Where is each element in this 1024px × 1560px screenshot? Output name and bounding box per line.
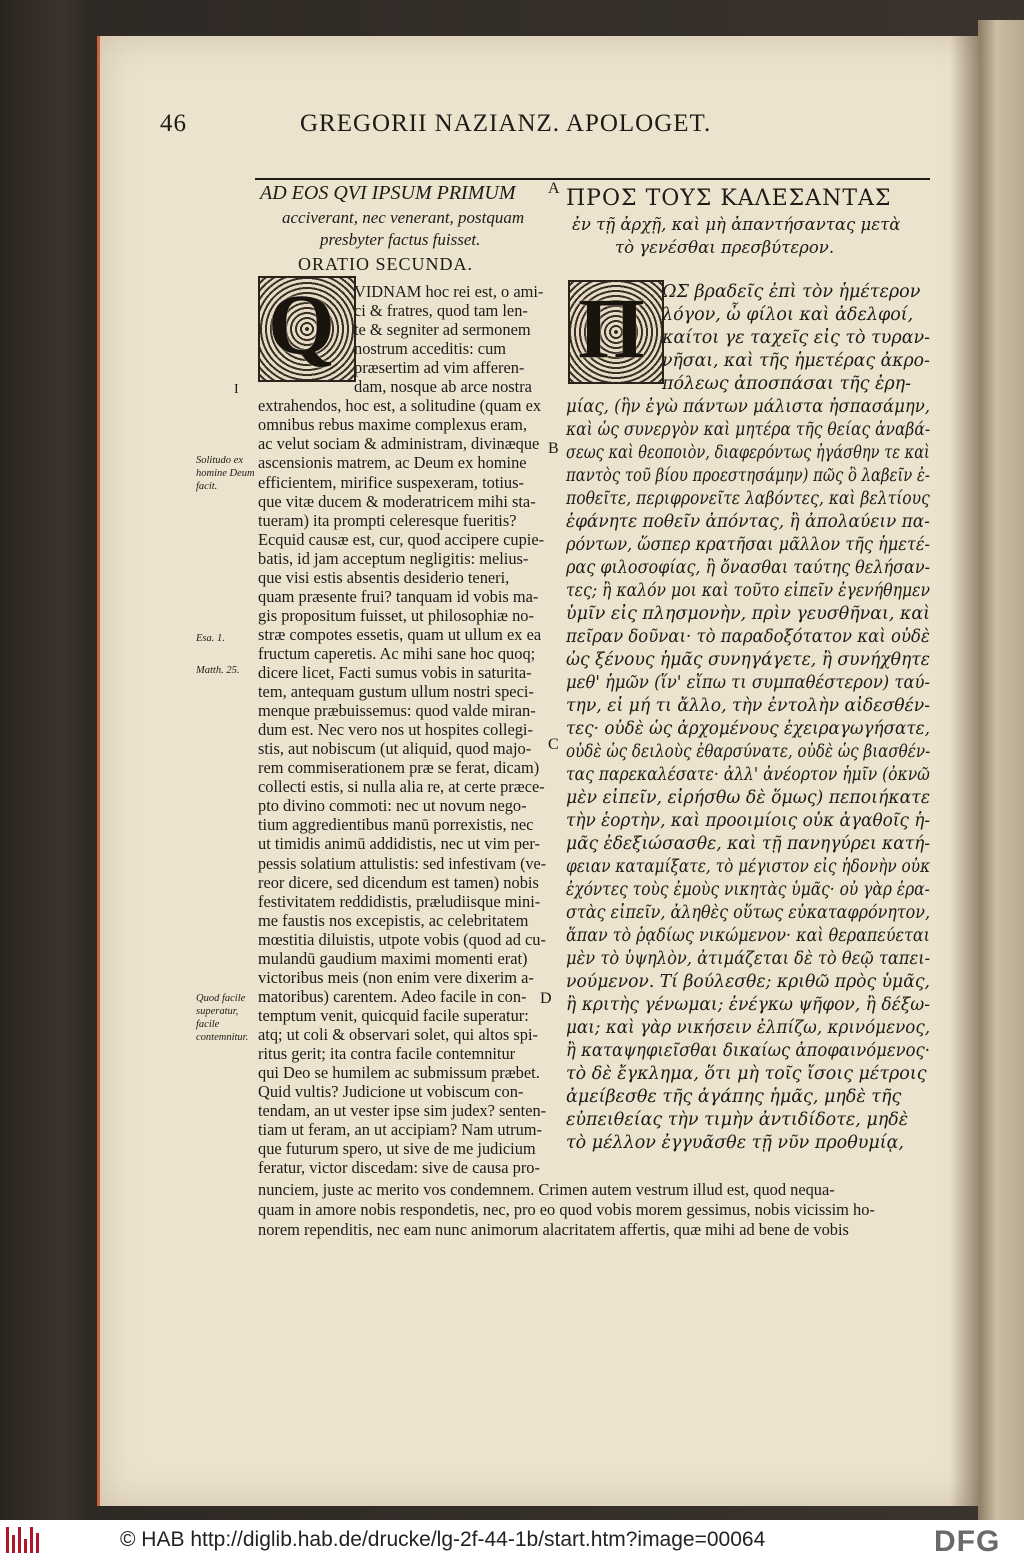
latin-text-line: ritus gerit; ita contra facile contemnitur	[258, 1044, 516, 1063]
latin-text-line: te & segniter ad sermonem	[354, 320, 531, 340]
latin-text-line: atq; ut coli & observari solet, qui altos spi-	[258, 1024, 538, 1044]
facing-page-edge	[978, 20, 1024, 1520]
greek-text-line: πόλεως ἀποσπάσαι τῆς ἐρη-	[662, 374, 912, 394]
marginal-note: Matth. 25.	[196, 665, 240, 676]
greek-decorated-initial: Π	[568, 280, 664, 384]
latin-text-line: nostrum acceditis: cum	[354, 339, 507, 359]
greek-text-line: τες· οὐδὲ ὡς ἀρχομένους ἐχειραγωγήσατε,	[566, 719, 930, 739]
latin-full-line: norem rependitis, nec eam nunc animorum alacritatem affertis, quæ mihi ad bene de vobis	[258, 1220, 849, 1239]
latin-text-line: festivitatem reddidistis, præludiisque mini-	[258, 891, 541, 911]
greek-text-line: παντὸς τοῦ βίου προεστησάμην) πῶς ὃ λαβεῖν ἐ-	[566, 466, 930, 486]
header-rule	[255, 178, 930, 180]
latin-text-line: dum est. Nec vero nos ut hospites collegi-	[258, 720, 533, 740]
latin-text-line: ut timidis animū addidistis, nec ut vim per-	[258, 834, 540, 854]
greek-text-line: ρας φιλοσοφίας, ἢ ὄνασθαι ταύτης θελήσαν-	[566, 558, 930, 578]
latin-title-line: acciverant, nec venerant, postquam	[282, 208, 525, 227]
latin-full-line: quam in amore nobis respondetis, nec, pro eo quod vobis morem gessimus, nobis vicissim ho-	[258, 1200, 875, 1219]
greek-text-line: ρόντων, ὥσπερ κρατῆσαι μᾶλλον τῆς ἡμετέ-	[566, 535, 931, 555]
column-letter: C	[548, 736, 559, 753]
greek-text-line: μαι; καὶ γὰρ νικήσειν ἐλπίζω, κρινόμενος,	[566, 1018, 931, 1038]
greek-text-line: μεθ' ἡμῶν (ἵν' εἴπω τι συμπαθέστερον) ταύ-	[566, 673, 931, 693]
latin-text-line: ci & fratres, quod tam len-	[354, 301, 528, 321]
greek-text-line: ὑμῖν εἰς πλησμονὴν, πρὶν γευσθῆναι, καὶ	[566, 604, 930, 624]
latin-text-line: præsertim ad vim afferen-	[354, 358, 525, 378]
greek-text-line: εὐπειθείας τὴν τιμὴν ἀντιδίδοτε, μηδὲ	[566, 1110, 909, 1130]
greek-text-line: λόγον, ὦ φίλοι καὶ ἀδελφοί,	[662, 305, 914, 325]
marginal-note: Quod facile superatur, facile contemnitur.	[196, 993, 249, 1043]
latin-text-line: VIDNAM hoc rei est, o ami-	[354, 282, 544, 301]
latin-text-line: rem commiserationem præ se ferat, dicam)	[258, 758, 540, 778]
greek-text-line: ἢ καταψηφιεῖσθαι δικαίως ἀποφαινόμενος·	[566, 1041, 930, 1061]
greek-title-line: ἐν τῇ ἀρχῇ, καὶ μὴ ἀπαντήσαντας μετὰ	[572, 215, 901, 234]
greek-text-line: ἀμείβεσθε τῆς ἀγάπης ἡμᾶς, μηδὲ τῆς	[566, 1087, 902, 1107]
latin-text-line: stis, aut nobiscum (ut aliquid, quod majo-	[258, 739, 532, 759]
greek-text-line: ἐχόντες τοὺς ἐμοὺς νικητὰς ὑμᾶς· οὐ γὰρ ἐρα-	[566, 880, 930, 900]
latin-text-line: tium aggredientibus manū porrexistis, nec	[258, 815, 534, 835]
latin-text-line: batis, id jam acceptum negligitis: melius-	[258, 548, 529, 568]
marginal-note: Solitudo ex homine Deum facit.	[196, 455, 255, 492]
latin-text-line: dam, nosque ab arce nostra	[354, 377, 532, 397]
latin-text-line: tem, antequam gustum ullum nostri speci-	[258, 682, 534, 702]
page-number: 46	[160, 110, 187, 137]
greek-text-line: μὲν εἰπεῖν, εἰρήσθω δὲ ὅμως) πεποιήκατε	[566, 788, 931, 808]
latin-text-line: que visi estis absentis desiderio teneri,	[258, 567, 510, 587]
latin-text-line: Quid vultis? Judicione ut vobiscum con-	[258, 1082, 524, 1102]
latin-text-line: efficientem, mirifice suspexeram, totius-	[258, 472, 524, 492]
latin-text-line: reor dicere, sed dicendum est tamen) nobis	[258, 872, 539, 892]
marginal-note: Esa. 1.	[196, 633, 225, 644]
greek-text-line: τὴν ἑορτὴν, καὶ προοιμίοις οὐκ ἀγαθοῖς ἡ-	[566, 811, 931, 831]
greek-text-line: νῆσαι, καὶ τῆς ἡμετέρας ἀκρο-	[662, 351, 930, 371]
latin-text-line: quam præsente frui? tanquam id vobis ma-	[258, 586, 539, 606]
greek-text-line: τας παρεκαλέσατε· ἀλλ' ἀνέορτον ἡμῖν (ὀκνῶ	[566, 765, 930, 785]
latin-text-line: tiam ut feram, an ut accipiam? Nam utrum-	[258, 1120, 542, 1140]
latin-text-line: omnibus rebus maxime complexus eram,	[258, 415, 528, 435]
latin-decorated-initial: Q	[258, 276, 356, 382]
latin-text-line: victoribus meis (non enim vere dixerim a-	[258, 967, 534, 987]
greek-title-line: τὸ γενέσθαι πρεσβύτερον.	[615, 238, 835, 257]
greek-text-line: οὐδὲ ὡς δειλοὺς ἐθαρσύνατε, οὐδὲ ὡς βιασθέν-	[566, 742, 931, 762]
marginal-note: I	[234, 382, 239, 397]
latin-text-line: stræ compotes essetis, quam ut ullum ex ea	[258, 624, 542, 644]
latin-text-line: extrahendos, hoc est, a solitudine (quam ex	[258, 396, 542, 416]
greek-text-line: ἅπαν τὸ ῥᾳδίως νικώμενον· καὶ θεραπεύεται	[566, 926, 930, 946]
latin-text-line: gis propositum fuisset, ut philosophiæ no-	[258, 605, 534, 625]
hab-logo-icon	[6, 1527, 42, 1553]
binding-shadow	[950, 36, 980, 1506]
latin-text-line: feratur, victor discedam: sive de causa pro-	[258, 1158, 540, 1178]
latin-text-line: temptum venit, quicquid facile superatur:	[258, 1005, 529, 1025]
latin-text-line: ascensionis matrem, ac Deum ex homine	[258, 453, 527, 473]
latin-title-line: ORATIO SECUNDA.	[298, 254, 474, 274]
latin-text-line: collecti estis, si nulla alia re, at certe præce-	[258, 777, 545, 797]
greek-text-line: καὶ ὡς συνεργὸν καὶ μητέρα τῆς θείας ἀναβά-	[566, 420, 931, 440]
greek-text-line: τες; ἢ καλόν μοι καὶ τοῦτο εἰπεῖν ἐγενήθημεν	[566, 581, 931, 601]
column-letter: D	[540, 990, 552, 1007]
latin-text-line: fructum caperetis. Ac mihi sane hoc quoq;	[258, 643, 536, 663]
latin-text-line: qui Deo se humilem ac submissum præbet.	[258, 1063, 540, 1083]
greek-title-line: ΠΡΟΣ ΤΟΥΣ ΚΑΛΕΣΑΝΤΑΣ	[566, 186, 892, 211]
latin-title-line: presbyter factus fuisset.	[320, 230, 481, 249]
dfg-logo: DFG	[934, 1525, 1001, 1558]
column-letter: B	[548, 440, 559, 457]
greek-text-line: μίας, (ἣν ἐγὼ πάντων μάλιστα ἠσπασάμην,	[566, 397, 931, 417]
latin-text-line: que vitæ ducem & moderatricem mihi sta-	[258, 491, 536, 511]
greek-text-line: ἢ κριτὴς γένωμαι; ἐνέγκω ψῆφον, ἢ δέξω-	[566, 995, 931, 1015]
greek-text-line: φειαν καταμίξατε, τὸ μέγιστον εἰς ἡδονὴν οὐκ	[566, 857, 931, 877]
latin-text-line: Ecquid causæ est, cur, quod accipere cupie-	[258, 529, 545, 549]
latin-text-line: tueram) ita prompti celeresque fueritis?	[258, 510, 517, 530]
latin-text-line: que futurum spero, ut sive de me judicium	[258, 1139, 536, 1159]
greek-text-line: ἐφάνητε ποθεῖν ἀπόντας, ἢ ἀπολαύειν πα-	[566, 512, 930, 532]
latin-text-line: tendam, an ut vester ipse sim judex? senten-	[258, 1101, 547, 1121]
latin-full-line: nunciem, juste ac merito vos condemnem. Crimen autem vestrum illud est, quod nequa-	[258, 1180, 835, 1199]
copyright-link[interactable]: © HAB http://diglib.hab.de/drucke/lg-2f-44-1b/start.htm?image=00064	[120, 1528, 766, 1551]
latin-text-line: dicere licet, Facti sumus vobis in saturita-	[258, 663, 532, 682]
greek-text-line: ποθεῖτε, περιφρονεῖτε λαβόντες, καὶ βελτίους	[566, 489, 930, 509]
greek-text-line: πεῖραν δοῦναι· τὸ παραδοξότατον καὶ οὐδὲ	[566, 627, 930, 647]
greek-text-line: νούμενον. Τί βούλεσθε; κριθῶ πρὸς ὑμᾶς,	[566, 972, 930, 992]
greek-text-line: την, εἰ μή τι ἄλλο, τὴν ἐντολὴν αἰδεσθέν-	[566, 696, 931, 716]
latin-title-line: AD EOS QVI IPSUM PRIMUM	[260, 182, 516, 204]
latin-text-line: ac velut sociam & administram, divinæque	[258, 434, 540, 454]
latin-text-line: mœstitia diluistis, utpote vobis (quod ad cu-	[258, 929, 546, 949]
latin-text-line: mulandū gaudium maximi momenti erat)	[258, 948, 528, 968]
latin-text-line: matoribus) carentem. Adeo facile in con-	[258, 986, 527, 1006]
greek-text-line: ΩΣ βραδεῖς ἐπὶ τὸν ἡμέτερον	[662, 282, 921, 302]
greek-text-line: ὡς ξένους ἡμᾶς συνηγάγετε, ἢ συνήχθητε	[566, 650, 930, 670]
greek-text-line: σεως καὶ θεοποιὸν, διαφερόντως ἠγάσθην τε καὶ	[566, 443, 930, 463]
greek-text-line: μὲν τὸ ὑψηλὸν, ἀτιμάζεται δὲ τὸ θεῷ ταπει-	[566, 949, 931, 969]
latin-text-line: pessis solatium attulistis: sed infestivam (ve-	[258, 853, 547, 873]
greek-text-line: καίτοι γε ταχεῖς εἰς τὸ τυραν-	[662, 328, 931, 348]
column-letter: A	[548, 180, 560, 197]
latin-text-line: me faustis nos excepistis, ac celebritatem	[258, 910, 529, 930]
running-title: GREGORII NAZIANZ. APOLOGET.	[300, 110, 712, 137]
greek-text-line: μᾶς ἐδεξιώσασθε, καὶ τῇ πανηγύρει κατή-	[566, 834, 931, 854]
greek-text-line: τὸ δὲ ἔγκλημα, ὅτι μὴ τοῖς ἴσοις μέτροις	[566, 1064, 927, 1084]
greek-text-line: τὸ μέλλον ἐγγυᾶσθε τῇ νῦν προθυμίᾳ,	[566, 1133, 904, 1153]
latin-text-line: pto divino commoti: nec ut novum nego-	[258, 796, 527, 816]
latin-text-line: menque præbuissemus: quod valde miran-	[258, 701, 536, 721]
greek-text-line: στὰς εἰπεῖν, ἀληθὲς οὕτως εὐκαταφρόνητον,	[566, 903, 931, 923]
